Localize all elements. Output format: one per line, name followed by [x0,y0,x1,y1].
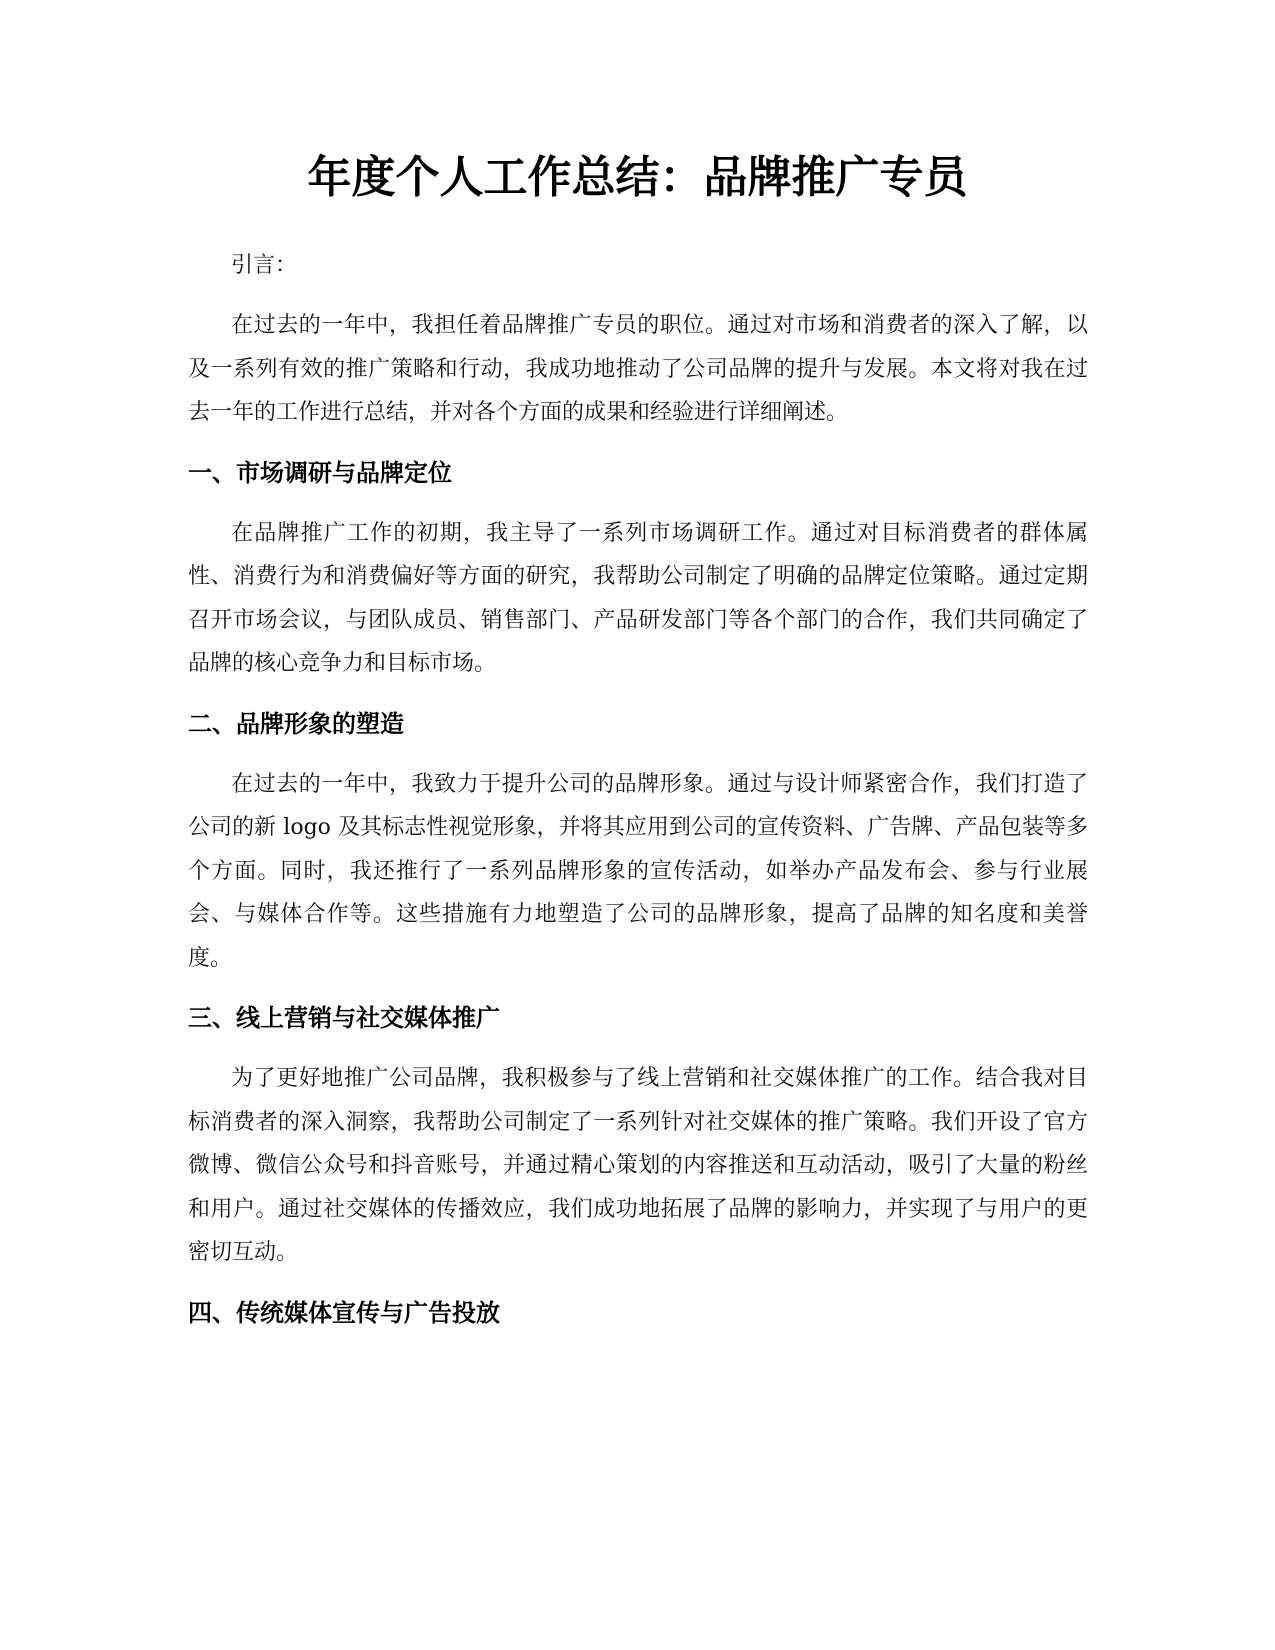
section-paragraph-online-marketing: 为了更好地推广公司品牌，我积极参与了线上营销和社交媒体推广的工作。结合我对目标消费者的深入洞察，我帮助公司制定了一系列针对社交媒体的推广策略。我们开设了官方微博、微信公众号和抖音账号，并通过精心策划的内容推送和互动活动，吸引了大量的粉丝和用户。通过社交媒体的传播效应，我们成功地拓展了品牌的影响力，并实现了与用户的更密切互动。 [188,1066,1088,1265]
section-heading-online-marketing: 三、线上营销与社交媒体推广 [188,1004,500,1032]
section-heading-traditional-media: 四、传统媒体宣传与广告投放 [188,1298,500,1327]
document-body [188,244,1088,1335]
section-paragraph-brand-image: 在过去的一年中，我致力于提升公司的品牌形象。通过与设计师紧密合作，我们打造了公司的新 logo 及其标志性视觉形象，并将其应用到公司的宣传资料、广告牌、产品包装等多个方面。同时，我还推行了一系列品牌形象的宣传活动，如举办产品发布会、参与行业展会、与媒体合作等。这些措施有力地塑造了公司的品牌形象，提高了品牌的知名度和美誉度。 [188,771,1088,971]
section-heading-brand-image: 二、品牌形象的塑造 [188,709,404,738]
section-paragraph-market-research: 在品牌推广工作的初期，我主导了一系列市场调研工作。通过对目标消费者的群体属性、消费行为和消费偏好等方面的研究，我帮助公司制定了明确的品牌定位策略。通过定期召开市场会议，与团队成员、销售部门、产品研发部门等各个部门的合作，我们共同确定了品牌的核心竞争力和目标市场。 [188,520,1088,676]
intro-label: 引言： [231,253,298,278]
document-title: 年度个人工作总结：品牌推广专员 [307,152,968,203]
section-heading-market-research: 一、市场调研与品牌定位 [188,458,452,487]
intro-paragraph: 在过去的一年中，我担任着品牌推广专员的职位。通过对市场和消费者的深入了解，以及一系列有效的推广策略和行动，我成功地推动了公司品牌的提升与发展。本文将对我在过去一年的工作进行总结，并对各个方面的成果和经验进行详细阐述。 [188,313,1088,425]
